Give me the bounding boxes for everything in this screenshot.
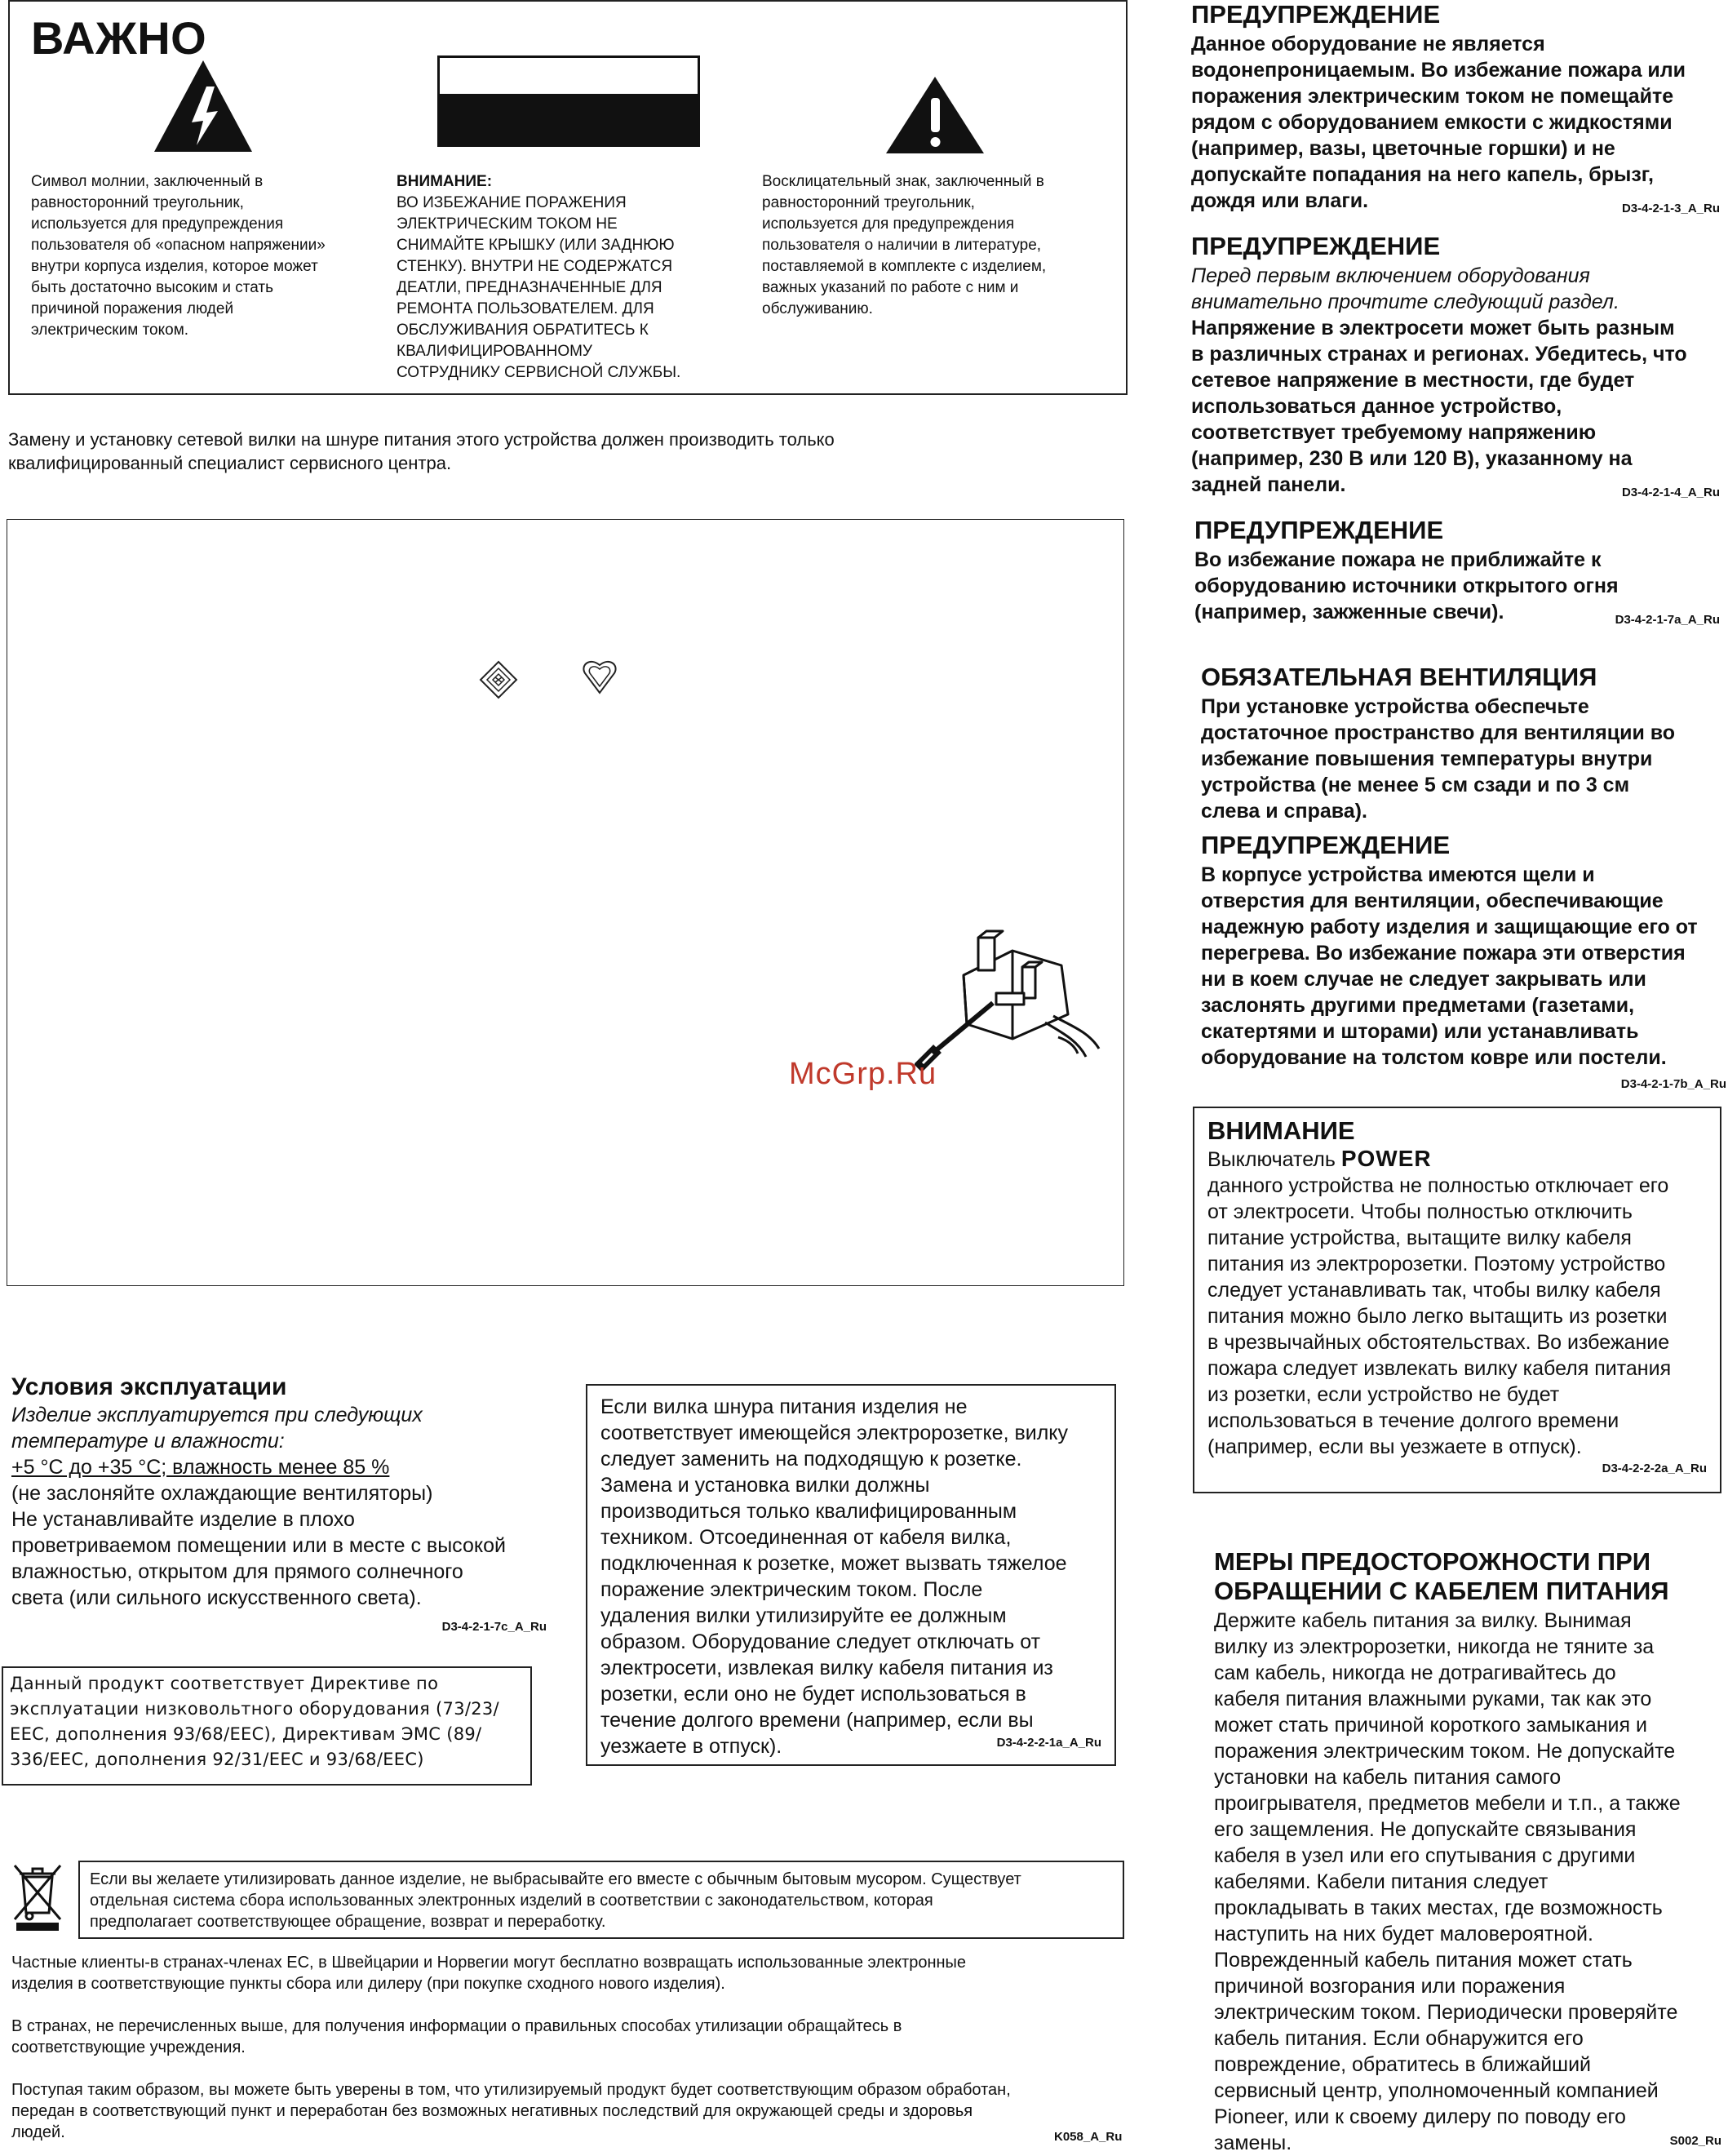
warning-voltage-title: ПРЕДУПРЕЖДЕНИЕ — [1191, 232, 1441, 260]
disposal-paragraph-2: В странах, не перечисленных выше, для получения информации о правильных способах утилизации обращайтесь в соответствующие учреждения. — [11, 2017, 902, 2056]
plug-screwdriver-illustration — [915, 918, 1120, 1073]
caution-block — [397, 171, 739, 384]
operating-conditions — [11, 1373, 547, 1632]
conditions-code: D3-4-2-1-7c_A_Ru — [441, 1620, 547, 1634]
cable-code: S002_Ru — [1669, 2134, 1721, 2148]
warning-voltage-code: D3-4-2-1-4_A_Ru — [1621, 486, 1720, 499]
warning-vents-text: В корпусе устройства имеются щели и отверстия для вентиляции, обеспечивающие надежную работу изделия и защищающие его от перегрева. Во избежание пожара эти отверстия ни в коем случае не следует закрывать или заслонять другими предметами (газетами, скатертями и шторами) или устанавливать оборудование на толстом ковре или постели. — [1201, 863, 1698, 1069]
plug-replacement-code: D3-4-2-2-1a_A_Ru — [996, 1736, 1101, 1750]
disposal-code: K058_A_Ru — [1054, 2130, 1123, 2144]
warning-vents — [1201, 831, 1726, 1095]
conditions-italic: Изделие эксплуатируется при следующих температуре и влажности: — [11, 1404, 423, 1453]
ventilation-text: При установке устройства обеспечьте достаточное пространство для вентиляции во избежание повышения температуры внутри устройства (не менее 5 см сзади и по 3 см слева и справа). — [1201, 695, 1676, 823]
warning-voltage — [1191, 232, 1723, 498]
important-box — [8, 0, 1128, 395]
conditions-text: (не заслоняйте охлаждающие вентиляторы) Не устанавливайте изделие в плохо проветриваемом помещении или в месте с высокой влажностью, открытом для прямого солнечного света (или сильного искусственного света). — [11, 1482, 506, 1609]
disposal-paragraph-3: Поступая таким образом, вы можете быть уверены в том, что утилизируемый продукт будет соответствующим образом обработан, передан в соответствующий пункт и переработан без возможных негативных последствий для окружающей среды и здоровья людей. — [11, 2081, 1011, 2141]
mandatory-ventilation — [1201, 663, 1723, 824]
warning-vents-code: D3-4-2-1-7b_A_Ru — [1620, 1077, 1726, 1091]
warning-fire-text: Во избежание пожара не приближайте к оборудованию источники открытого огня (например, зажженные свечи). — [1194, 548, 1619, 623]
power-caution-prefix: Выключатель — [1207, 1148, 1341, 1171]
caution-label-icon — [437, 55, 700, 147]
cable-precautions — [1214, 1547, 1721, 2156]
plug-replacement-text: Если вилка шнура питания изделия не соответствует имеющейся электророзетке, вилку следует заменить на подходящую к розетке. Замена и установка вилки должны производиться только квалифицированным техником. Отсоединенная от кабеля вилка, подключенная к розетке, может вызвать тяжелое поражение электрическим током. После удаления вилки утилизируйте ее должным образом. Оборудование следует отключать от электросети, извлекая вилку кабеля питания из розетки, если оно не будет использоваться в течение долгого времени (например, если вы уезжаете в отпуск). — [600, 1395, 1069, 1758]
exclamation-triangle-icon — [884, 75, 986, 157]
lightning-description: Символ молнии, заключенный в равносторонний треугольник, используется для предупреждения пользователя об «опасном напряжении» внутри корпуса изделия, которое может быть достаточно высоким и стать причиной поражения людей электрическим током. — [31, 173, 326, 339]
warning-voltage-text: Напряжение в электросети может быть разным в различных странах и регионах. Убедитесь, что сетевое напряжение в местности, где будет использоваться данное устройство, соответствует требуемому напряжению (например, 230 В или 120 В), указанному на задней панели. — [1191, 317, 1687, 496]
bsi-heart-mark-icon — [582, 655, 618, 696]
power-label: POWER — [1340, 1146, 1432, 1171]
exclamation-description: Восклицательный знак, заключенный в равносторонний треугольник, используется для предупреждения пользователя о наличии в литературе, поставляемой в комплекте с изделием, важных указаний по работе с ним и обслуживанию. — [762, 173, 1047, 317]
conditions-title: Условия эксплуатации — [11, 1373, 287, 1400]
crossed-bin-icon — [11, 1862, 64, 1931]
power-caution-line — [1207, 1146, 1707, 1173]
lightning-triangle-icon — [153, 57, 255, 155]
power-caution-box — [1193, 1107, 1721, 1493]
directive-box: Данный продукт соответствует Директиве по эксплуатации низковольтного оборудования (73/23/ EEC, дополнения 93/68/EEC), Директивам ЭМС (89/ 336/EEC, дополнения 92/31/EEC и 93/68/EEC) — [2, 1666, 532, 1786]
warning-water-text: Данное оборудование не является водонепроницаемым. Во избежание пожара или поражения электрическим током не помещайте рядом с оборудованием емкости с жидкостями (например, вазы, цветочные горшки) и не допускайте попадания на него капель, брызг, дождя или влаги. — [1191, 33, 1686, 212]
bsi-kitemark-icon — [479, 660, 518, 699]
warning-water — [1191, 0, 1723, 214]
cable-text: Держите кабель питания за вилку. Вынимая вилку из электророзетки, никогда не тяните за сам кабель, никогда не дотрагивайтесь до кабеля питания влажными руками, так как это может стать причиной короткого замыкания и поражения электрическим током. Не допускайте установки на кабель питания самого проигрывателя, предметов мебели и т.п., а также его защемления. Не допускайте связывания кабеля в узел или его спутывания с другими кабелями. Кабели питания следует прокладывать в таких местах, где возможность наступить на них будет маловероятной. Поврежденный кабель питания может стать причиной возгорания или поражения электрическим током. Периодически проверяйте кабель питания. Если обнаружится его повреждение, обратитесь в ближайший сервисный центр, уполномоченный компанией Pioneer, или к своему дилеру по поводу его замены. — [1214, 1609, 1681, 2154]
warning-water-code: D3-4-2-1-3_A_Ru — [1621, 202, 1720, 215]
warning-water-title: ПРЕДУПРЕЖДЕНИЕ — [1191, 0, 1441, 29]
cable-title: МЕРЫ ПРЕДОСТОРОЖНОСТИ ПРИ ОБРАЩЕНИИ С КАБЕЛЕМ ПИТАНИЯ — [1214, 1547, 1669, 1605]
warning-fire-code: D3-4-2-1-7a_A_Ru — [1615, 613, 1720, 627]
important-title: ВАЖНО — [31, 12, 207, 64]
disposal-paragraph-1: Частные клиенты-в странах-членах ЕС, в Швейцарии и Норвегии могут бесплатно возвращать использованные электронные изделия в соответствующие пункты сбора или дилеру (при покупке сходного нового изделия). — [11, 1954, 967, 1993]
caution-heading: ВНИМАНИЕ: — [397, 173, 493, 190]
warning-voltage-italic: Перед первым включением оборудования внимательно прочтите следующий раздел. — [1191, 264, 1619, 313]
watermark: McGrp.Ru — [789, 1057, 937, 1091]
caution-text: ВО ИЗБЕЖАНИЕ ПОРАЖЕНИЯ ЭЛЕКТРИЧЕСКИМ ТОКОМ НЕ СНИМАЙТЕ КРЫШКУ (ИЛИ ЗАДНЮЮ СТЕНКУ). ВНУТРИ НЕ СОДЕРЖАТСЯ ДЕАТЛИ, ПРЕДНАЗНАЧЕННЫЕ ДЛЯ РЕМОНТА ПОЛЬЗОВАТЕЛЕМ. ДЛЯ ОБСЛУЖИВАНИЯ ОБРАТИТЕСЬ К КВАЛИФИЦИРОВАННОМУ СОТРУДНИКУ СЕРВИСНОЙ СЛУЖБЫ. — [397, 194, 681, 381]
plug-replacement-box — [586, 1384, 1116, 1766]
warning-vents-title: ПРЕДУПРЕЖДЕНИЕ — [1201, 831, 1451, 859]
power-caution-code: D3-4-2-2-2a_A_Ru — [1602, 1462, 1707, 1475]
disposal-box: Если вы желаете утилизировать данное изделие, не выбрасывайте его вместе с обычным бытовым мусором. Существует отдельная система сбора использованных электронных изделий в соответствии с законодательством, которая предполагает соответствующее обращение, возврат и переработку. — [78, 1861, 1124, 1939]
plug-notice: Замену и установку сетевой вилки на шнуре питания этого устройства должен производить только квалифицированный специалист сервисного центра. — [8, 429, 835, 473]
illustration-box — [7, 519, 1124, 1286]
warning-fire-title: ПРЕДУПРЕЖДЕНИЕ — [1194, 516, 1444, 544]
power-caution-text: данного устройства не полностью отключает его от электросети. Чтобы полностью отключить питание устройства, вытащите вилку кабеля питания из электророзетки. Поэтому устройство следует устанавливать так, чтобы вилку кабеля питания можно было легко вытащить из розетки в чрезвычайных обстоятельствах. Во избежание пожара следует извлекать вилку кабеля питания из розетки, если устройство не будет использоваться в течение долгого времени (например, если вы уезжаете в отпуск). — [1207, 1174, 1672, 1458]
warning-fire — [1194, 516, 1723, 625]
ventilation-title: ОБЯЗАТЕЛЬНАЯ ВЕНТИЛЯЦИЯ — [1201, 663, 1597, 691]
conditions-range: +5 °C до +35 °C; влажность менее 85 % — [11, 1456, 390, 1479]
power-caution-title: ВНИМАНИЕ — [1207, 1116, 1355, 1145]
